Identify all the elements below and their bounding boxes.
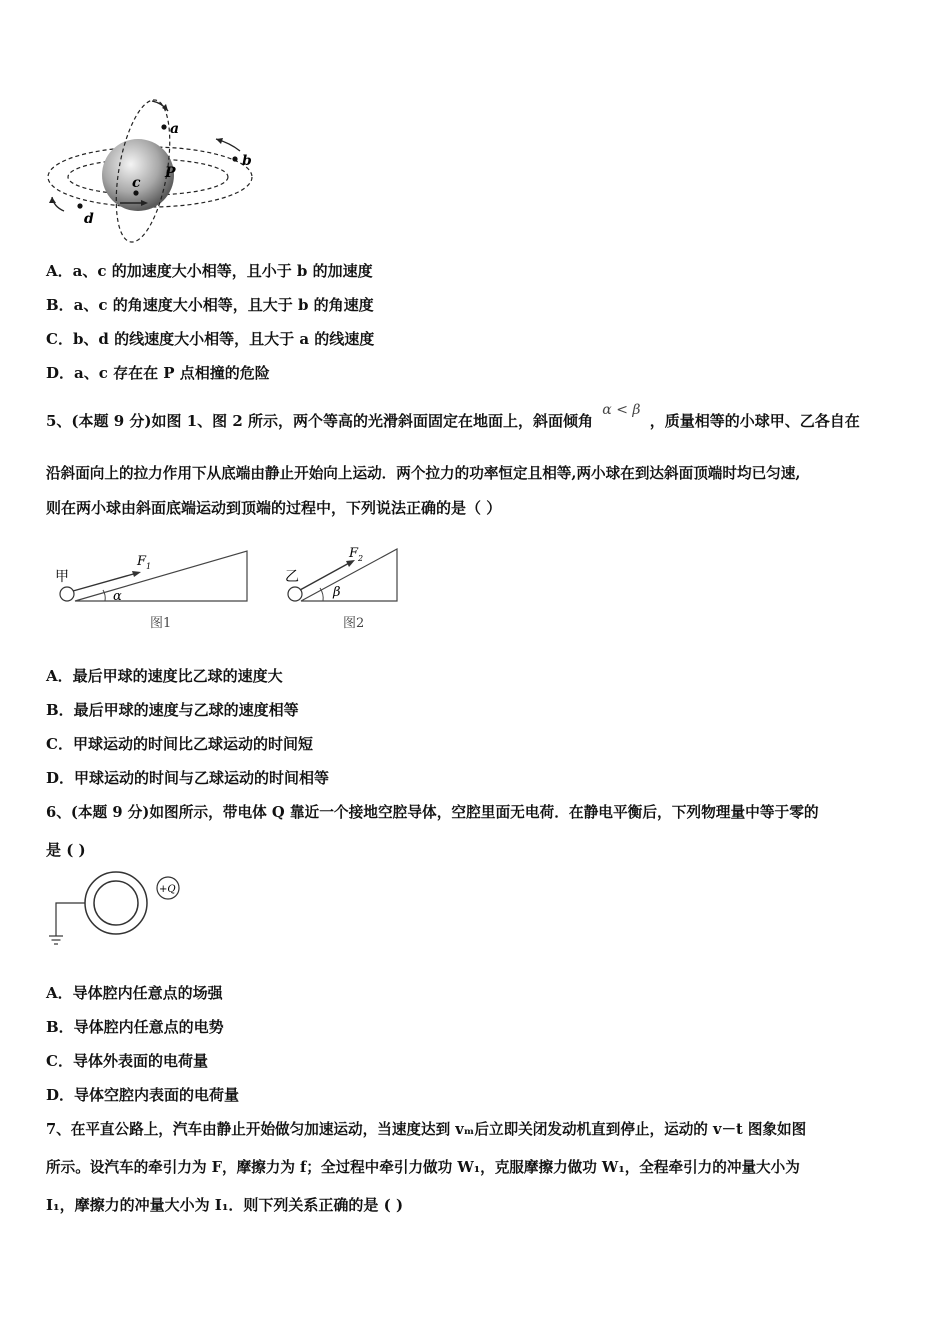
label-a: a — [170, 121, 180, 137]
q6-option-c: C．导体外表面的电荷量 — [46, 1052, 208, 1070]
fig2-angle-label: β — [333, 585, 341, 600]
label-d: d — [84, 211, 94, 227]
q5-option-c: C．甲球运动的时间比乙球运动的时间短 — [46, 735, 313, 753]
q5-stem-line3: 则在两小球由斜面底端运动到顶端的过程中，下列说法正确的是（ ） — [46, 499, 502, 517]
fig1-ball-label: 甲 — [55, 569, 69, 585]
q7-line1: 7、在平直公路上，汽车由静止开始做匀加速运动，当速度达到 vₘ后立即关闭发动机直到停止，运动的 v－t 图象如图 — [46, 1121, 807, 1138]
incline-figure-1 — [55, 545, 255, 635]
q6-stem-line1: 6、(本题 9 分)如图所示，带电体 Q 靠近一个接地空腔导体，空腔里面无电荷．在静电平衡后，下列物理量中等于零的 — [46, 804, 819, 821]
fig2-caption: 图2 — [343, 616, 365, 631]
q5-option-b: B．最后甲球的速度与乙球的速度相等 — [46, 701, 299, 719]
ball-jia — [60, 587, 74, 601]
planet-orbits-figure — [40, 95, 270, 250]
fig1-angle-label: α — [113, 589, 122, 604]
charge-label: +Q — [159, 884, 176, 895]
ball-yi — [288, 587, 302, 601]
q6-stem-line2: 是 ( ) — [46, 841, 86, 859]
q5-formula: α < β — [602, 402, 641, 418]
q4-option-d: D．a、c 存在在 P 点相撞的危险 — [46, 364, 270, 382]
q5-option-a: A．最后甲球的速度比乙球的速度大 — [46, 667, 283, 685]
label-P: P — [165, 165, 176, 181]
fig1-caption: 图1 — [150, 616, 172, 631]
q5-stem-line1-pre: 5、(本题 9 分)如图 1、图 2 所示，两个等高的光滑斜面固定在地面上，斜面倾角 — [46, 412, 594, 430]
fig2-force-label: $F_2$ — [349, 546, 364, 563]
q6-option-b: B．导体腔内任意点的电势 — [46, 1018, 224, 1036]
q5-option-d: D．甲球运动的时间与乙球运动的时间相等 — [46, 769, 330, 787]
q4-option-b: B．a、c 的角速度大小相等，且大于 b 的角速度 — [46, 296, 374, 314]
incline-figure-2 — [285, 545, 415, 635]
q5-stem-line1-post: ，质量相等的小球甲、乙各自在 — [649, 412, 860, 430]
q5-stem-line2: 沿斜面向上的拉力作用下从底端由静止开始向上运动．两个拉力的功率恒定且相等,两小球在到达斜面顶端时均已匀速, — [46, 465, 801, 482]
fig1-force-label: $F_1$ — [137, 554, 152, 571]
label-c: c — [132, 175, 141, 191]
q4-option-a: A．a、c 的加速度大小相等，且小于 b 的加速度 — [46, 262, 373, 280]
q4-option-c: C．b、d 的线速度大小相等，且大于 a 的线速度 — [46, 330, 375, 348]
label-b: b — [242, 153, 252, 169]
grounded-conductor-figure — [44, 868, 194, 953]
q6-option-d: D．导体空腔内表面的电荷量 — [46, 1086, 240, 1104]
q7-line2: 所示。设汽车的牵引力为 F，摩擦力为 f；全过程中牵引力做功 W₁，克服摩擦力做功 W₁，全程牵引力的冲量大小为 — [46, 1159, 800, 1176]
q5-stem-line1 — [46, 402, 860, 431]
fig2-ball-label: 乙 — [285, 569, 299, 585]
q7-line3: I₁，摩擦力的冲量大小为 I₁．则下列关系正确的是 ( ) — [46, 1196, 404, 1214]
q6-option-a: A．导体腔内任意点的场强 — [46, 984, 223, 1002]
